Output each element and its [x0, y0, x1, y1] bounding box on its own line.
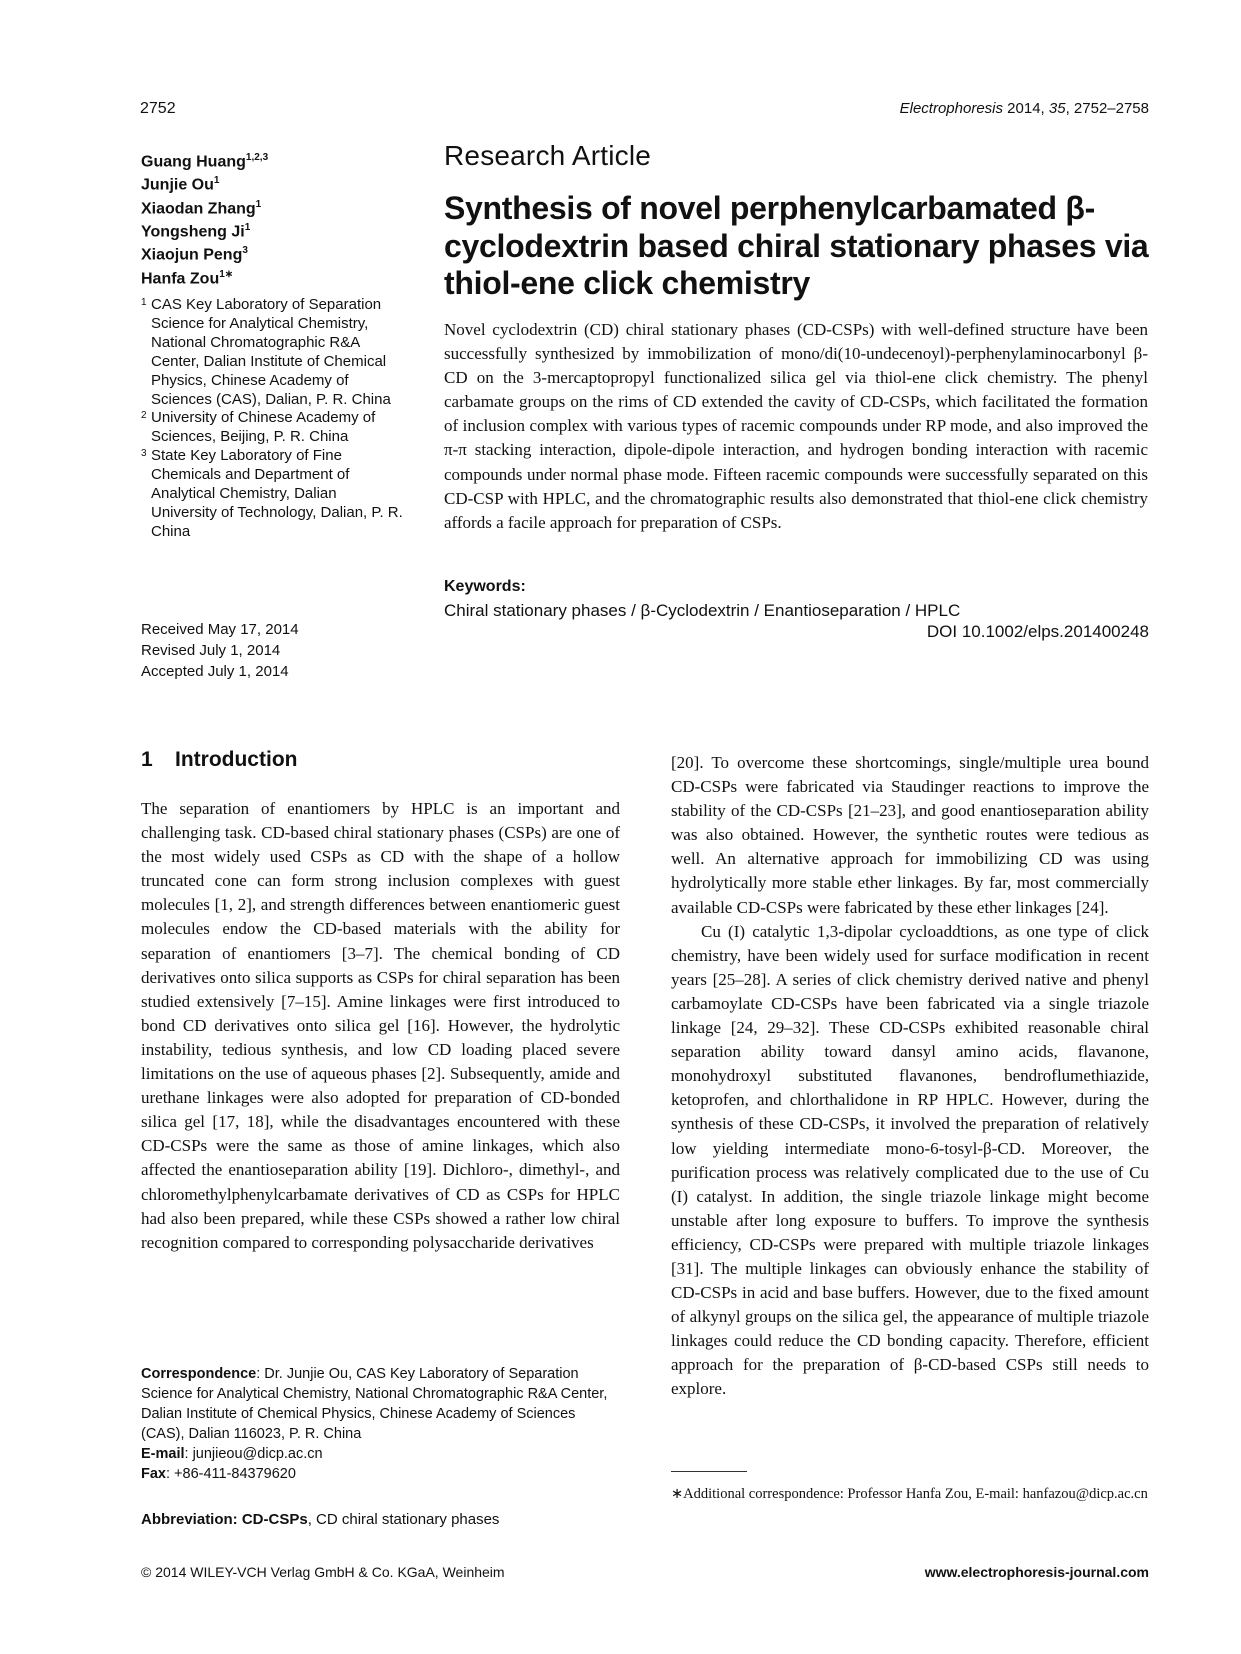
affiliation: 3 State Key Laboratory of Fine Chemicals and Department of Analytical Chemistry, Dalian University of Technology, Dalian, P. R. China — [141, 447, 403, 540]
footnote-divider — [671, 1471, 747, 1472]
journal-website: www.electrophoresis-journal.com — [924, 1564, 1149, 1580]
section-number: 1 — [141, 748, 153, 771]
doi: DOI 10.1002/elps.201400248 — [926, 622, 1149, 641]
journal-volume: 35 — [1048, 100, 1066, 117]
paragraph: Cu (I) catalytic 1,3-dipolar cycloaddtions, as one type of click chemistry, have been widely used for surface modification in recent years [25–28]. A series of click chemistry derived native and phenyl carbamoylate CD-CSPs have been fabricated via a single triazole linkage [24, 29–32]. These CD-CSPs exhibited reasonable chiral separation ability toward dansyl amino acids, flavanone, monohydroxyl substituted flavanones, bendroflumethiazide, ketoprofen, and chlorthalidone in RP HPLC. However, during the synthesis of these CD-CSPs, it involved the preparation of relatively low yielding intermediate mono-6-tosyl-β-CD. Moreover, the purification process was relatively complicated due to the use of Cu (I) catalyst. In addition, the single triazole linkage might become unstable after long exposure to buffers. To improve the synthesis efficiency, CD-CSPs were prepared with multiple triazole linkages [31]. The multiple linkages can obviously enhance the stability of CD-CSPs in acid and base buffers. However, due to the fixed amount of alkynyl groups on the silica gel, the appearance of multiple triazole linkages could reduce the CD bonding capacity. Therefore, efficient approach for the preparation of β-CD-based CSPs still needs to explore. — [671, 921, 1149, 1399]
abbreviation-note: Abbreviation: CD-CSPs, CD chiral stationary phases — [141, 1511, 500, 1528]
journal-year: 2014, — [1007, 100, 1049, 117]
accepted-date: Accepted July 1, 2014 — [141, 663, 289, 680]
article-dates — [141, 619, 299, 682]
author-list — [141, 148, 441, 288]
revised-date: Revised July 1, 2014 — [141, 642, 281, 659]
footnote: ∗Additional correspondence: Professor Hanfa Zou, E-mail: hanfazou@dicp.ac.cn — [671, 1486, 1148, 1502]
journal-reference — [900, 100, 1149, 117]
journal-name: Electrophoresis — [899, 100, 1003, 117]
author: Xiaojun Peng$^3$ — [141, 245, 248, 264]
author: Yongsheng Ji$^1$ — [141, 221, 251, 241]
affiliation: 2 University of Chinese Academy of Sciences, Beijing, P. R. China — [141, 409, 376, 446]
received-date: Received May 17, 2014 — [141, 621, 299, 638]
correspondence: Correspondence: Dr. Junjie Ou, CAS Key Laboratory of Separation Science for Analytical Chemistry, National Chromatographic R&A Center, Dalian Institute of Chemical Physics, Chinese Academy of Sciences (CAS), Dalian 116023, P. R. China E-mail: junjieou@dicp.ac.cn Fax: +86-411-84379620 — [141, 1366, 608, 1482]
email-address: : junjieou@dicp.ac.cn — [184, 1446, 323, 1462]
article-type: Research Article — [444, 140, 652, 171]
section-title: Introduction — [175, 748, 298, 771]
article-title: Synthesis of novel perphenylcarbamated β-cyclodextrin based chiral stationary phases via thiol-ene click chemistry — [444, 190, 1149, 301]
journal-pages: , 2752–2758 — [1065, 100, 1149, 117]
author: Xiaodan Zhang$^1$ — [141, 198, 262, 217]
affiliation-list — [141, 296, 403, 542]
email-label: E-mail — [141, 1446, 185, 1462]
correspondence-label: Correspondence — [141, 1366, 257, 1382]
keywords-heading: Keywords: — [444, 578, 526, 595]
affiliation: 1 CAS Key Laboratory of Separation Science for Analytical Chemistry, National Chromatographic R&A Center, Dalian Institute of Chemical Physics, Chinese Academy of Sciences (CAS), Dalian, P. R. China — [141, 296, 391, 408]
body-column-left — [141, 797, 620, 1255]
paragraph: The separation of enantiomers by HPLC is an important and challenging task. CD-based chiral stationary phases (CSPs) are one of the most widely used CSPs as CD with the shape of a hollow truncated cone can form strong inclusion complexes with guest molecules [1, 2], and strength differences between enantiomeric guest molecules endow the CD-based materials with the ability for separation of enantiomers [3–7]. The chemical bonding of CD derivatives onto silica supports as CSPs for chiral separation has been studied extensively [7–15]. Amine linkages were first introduced to bond CD derivatives onto silica gel [16]. However, the hydrolytic instability, tedious synthesis, and low CD loading placed severe limitations on the use of aqueous phases [2]. Subsequently, amide and urethane linkages were also adopted for preparation of CD-bonded silica gel [17, 18], while the disadvantages encountered with these CD-CSPs were the same as those of amine linkages, which also affected the enantioseparation ability [19]. Dichloro-, dimethyl-, and chloromethylphenylcarbamate derivatives of CD as CSPs for HPLC had also been prepared, while these CSPs showed a rather low chiral recognition compared to corresponding polysaccharide derivatives — [141, 799, 620, 1252]
paragraph: [20]. To overcome these shortcomings, single/multiple urea bound CD-CSPs were fabricated via Staudinger reactions to improve the stability of the CD-CSPs [21–23], and good enantioseparation ability was also obtained. However, the synthetic routes were tedious as well. An alternative approach for immobilizing CD was using hydrolytically more stable ether linkages. By far, most commercially available CD-CSPs were fabricated by these ether linkages [24]. — [671, 753, 1149, 917]
abstract: Novel cyclodextrin (CD) chiral stationary phases (CD-CSPs) with well-defined structure have been successfully synthesized by immobilization of mono/di(10-undecenoyl)-perphenylaminocarbonyl β-CD on the 3-mercaptopropyl functionalized silica gel via thiol-ene click chemistry. The phenyl carbamate groups on the rims of CD extended the cavity of CD-CSPs, which facilitated the formation of inclusion complex with various types of racemic compounds under RP mode, and also improved the π-π stacking interaction, dipole-dipole interaction, and hydrogen bonding interaction with racemic compounds under normal phase mode. Fifteen racemic compounds were successfully separated on this CD-CSP with HPLC, and the chromatographic results also demonstrated that thiol-ene click chemistry affords a facile approach for preparation of CSPs. — [444, 320, 1148, 532]
author: Junjie Ou$^1$ — [141, 175, 220, 194]
page-number: 2752 — [140, 100, 176, 117]
copyright: © 2014 WILEY-VCH Verlag GmbH & Co. KGaA, Weinheim — [141, 1564, 505, 1580]
fax-label: Fax — [141, 1466, 166, 1482]
section-heading — [141, 748, 297, 772]
body-column-right — [671, 751, 1149, 1402]
fax-number: : +86-411-84379620 — [166, 1466, 296, 1482]
author: Hanfa Zou$^{1∗}$ — [141, 268, 234, 287]
author: Guang Huang$^{1,2,3}$ — [141, 152, 269, 171]
keywords: Chiral stationary phases / β-Cyclodextrin / Enantioseparation / HPLC — [444, 601, 961, 620]
